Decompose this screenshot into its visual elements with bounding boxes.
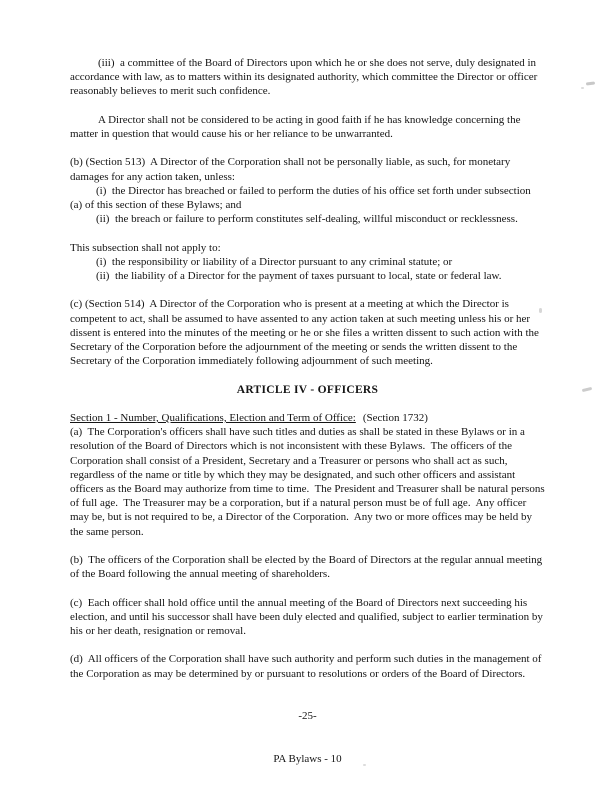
- section-1-heading-line: [70, 411, 545, 425]
- scan-artifact: [539, 308, 542, 313]
- paragraph-apply-item-i: (i) the responsibility or liability of a Director pursuant to any criminal statute; or: [96, 255, 453, 268]
- section-1-heading: Section 1 - Number, Qualifications, Election and Term of Office:: [70, 411, 356, 424]
- paragraph-officers-c: (c) Each officer shall hold office until the annual meeting of the Board of Directors next succeeding his election, and until his successor shall have been duly elected and qualified, subject to earlier termination by his or her death, resignation or removal.: [70, 596, 546, 637]
- article-iv-heading: ARTICLE IV - OFFICERS: [236, 383, 379, 396]
- paragraph-section-513-group: [70, 155, 545, 226]
- page-footer: [70, 681, 545, 794]
- paragraph-subsection-apply-group: [70, 241, 545, 284]
- paragraph-apply-intro: This subsection shall not apply to:: [70, 241, 221, 254]
- scan-artifact: [586, 81, 595, 85]
- paragraph-b-intro: (b) (Section 513) A Director of the Corporation shall not be personally liable, as such, for monetary damages for any action taken, unless:: [70, 156, 513, 183]
- paragraph-iii-committee: (iii) a committee of the Board of Directors upon which he or she does not serve, duly designated in accordance with law, as to matters within its designated authority, which committee the Director or officer reasonably believes to merit such confidence.: [70, 57, 540, 98]
- section-1-block: [70, 411, 548, 539]
- document-content: [70, 56, 548, 794]
- paragraph-officers-d: (d) All officers of the Corporation shall have such authority and perform such duties in the management of the Corporation as may be determined by or pursuant to resolutions or orders of the Board of Directors.: [70, 653, 545, 680]
- scan-artifact: [581, 87, 584, 89]
- paragraph-section-514: (c) (Section 514) A Director of the Corporation who is present at a meeting at which the Director is competent to act, shall be assumed to have assented to any action taken at such meeting unless his or her dissent is entered into the minutes of the meeting or he or she files a written dissent to such action with the Secretary of the Corporation before the adjournment of the meeting or sends the written dissent to the Secretary of the Corporation immediately following adjournment of such meeting.: [70, 298, 542, 368]
- paragraph-apply-item-ii: (ii) the liability of a Director for the payment of taxes pursuant to local, state or federal law.: [96, 270, 502, 282]
- scan-artifact: [582, 387, 592, 392]
- paragraph-officers-b: (b) The officers of the Corporation shall be elected by the Board of Directors at the regular annual meeting of the Board following the annual meeting of shareholders.: [70, 554, 545, 581]
- paragraph-officers-a: (a) The Corporation's officers shall have such titles and duties as shall be stated in these Bylaws or in a resolution of the Board of Directors which is not inconsistent with these Bylaws. The officers of the Corporation shall consist of a President, Secretary and a Treasurer or persons who shall act as such, regardless of the name or title by which they may be designated, and such other officers and assistant officers as the Board may authorize from time to time. The President and Treasurer shall be natural persons of full age. The Treasurer may be a corporation, but if a natural person must be of full age. Any officer may be, but is not required to be, a Director of the Corporation. Any two or more offices may be held by the same person.: [70, 426, 548, 538]
- paragraph-b-item-i: (i) the Director has breached or failed to perform the duties of his office set forth under subsection (a) of this section of these Bylaws; and: [70, 184, 534, 211]
- scan-artifact: [363, 764, 366, 766]
- paragraph-good-faith: A Director shall not be considered to be acting in good faith if he has knowledge concerning the matter in question that would cause his or her reliance to be unwarranted.: [70, 113, 524, 140]
- doc-label: PA Bylaws - 10: [273, 752, 342, 765]
- section-1-reference: (Section 1732): [362, 411, 428, 424]
- page-number: -25-: [298, 710, 317, 723]
- paragraph-b-item-ii: (ii) the breach or failure to perform constitutes self-dealing, willful misconduct or recklessness.: [96, 213, 518, 226]
